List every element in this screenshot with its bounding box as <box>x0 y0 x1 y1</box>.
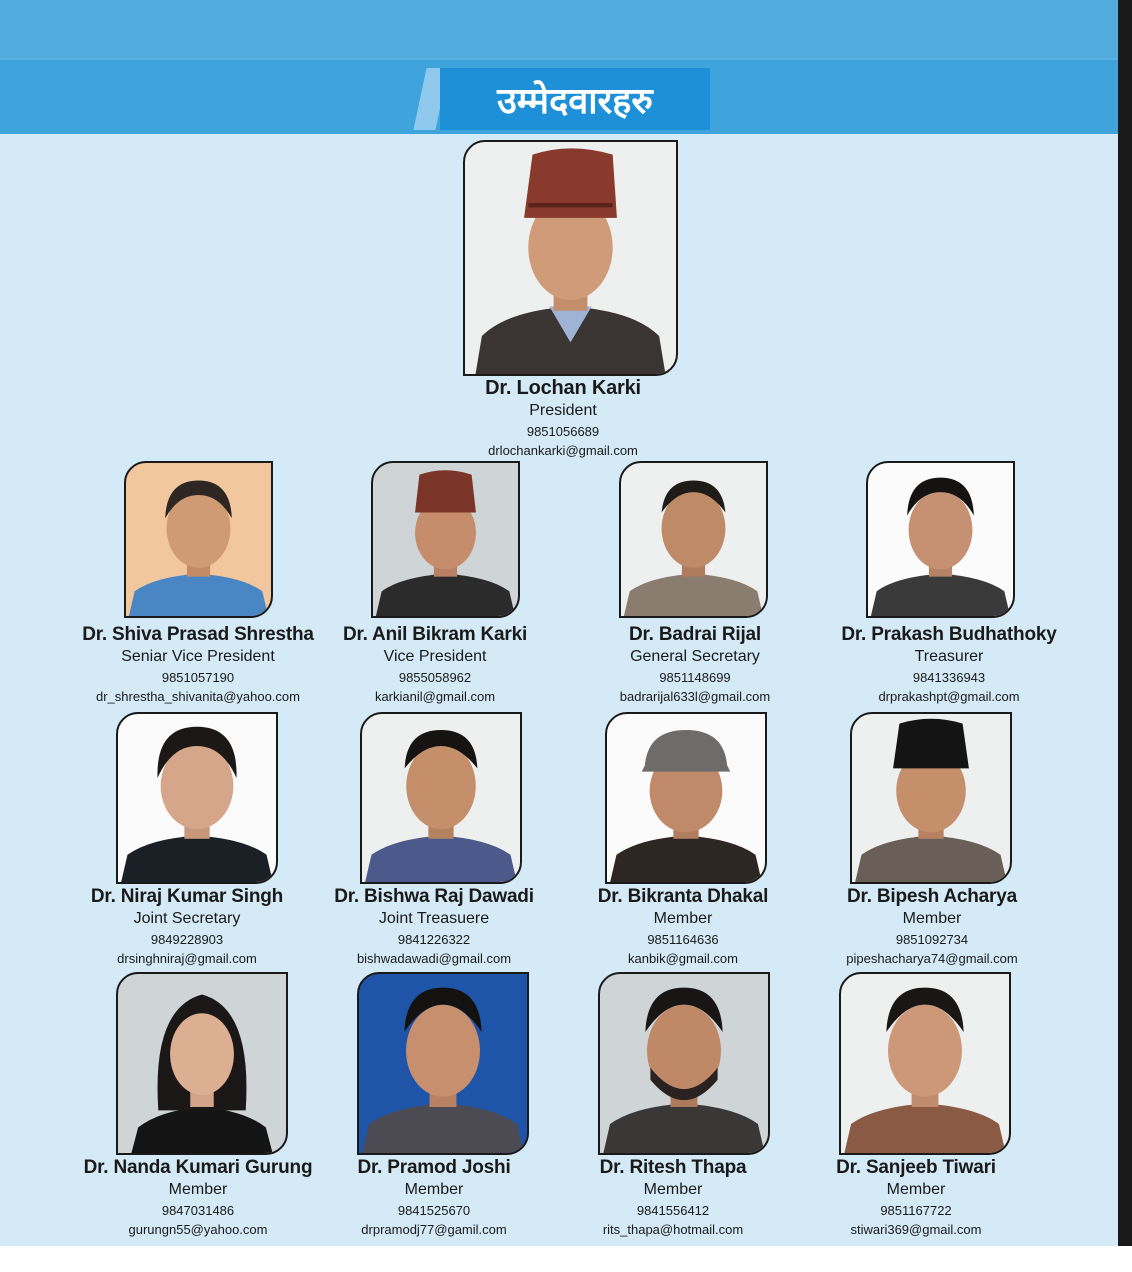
member-role: Vice President <box>383 648 487 665</box>
portrait-icon <box>118 714 276 882</box>
portrait-icon <box>841 974 1009 1153</box>
member-photo <box>605 712 767 884</box>
member-phone: 9851057190 <box>161 670 235 685</box>
member-name: Dr. Bikranta Dhakal <box>597 886 769 907</box>
portrait-icon <box>607 714 765 882</box>
portrait-icon <box>465 142 676 374</box>
member-phone: 9851164636 <box>647 932 719 947</box>
member-info <box>799 624 1099 706</box>
member-phone: 9847031486 <box>161 1203 235 1218</box>
member-info <box>285 624 585 706</box>
member-role: Member <box>168 1181 228 1198</box>
member-photo <box>619 461 768 618</box>
member-phone: 9841556412 <box>636 1203 710 1218</box>
member-email: drsinghniraj@gmail.com <box>117 951 257 966</box>
member-name: Dr. Nanda Kumari Gurung <box>83 1157 313 1178</box>
member-email: pipeshacharya74@gmail.com <box>846 951 1018 966</box>
member-phone: 9851092734 <box>895 932 969 947</box>
member-email: badrarijal633l@gmail.com <box>619 689 771 704</box>
member-role: Member <box>643 1181 703 1198</box>
member-role: Treasurer <box>914 648 984 665</box>
right-edge <box>1118 0 1132 1246</box>
member-email: dr_shrestha_shivanita@yahoo.com <box>96 689 300 704</box>
member-photo <box>116 972 288 1155</box>
member-email: kanbik@gmail.com <box>627 951 738 966</box>
member-email: stiwari369@gmail.com <box>850 1222 982 1237</box>
member-email: gurungn55@yahoo.com <box>128 1222 268 1237</box>
member-email: drlochankarki@gmail.com <box>488 443 638 458</box>
portrait-icon <box>868 463 1013 616</box>
member-photo <box>866 461 1015 618</box>
member-name: Dr. Lochan Karki <box>485 377 641 399</box>
page-title: उम्मेदवारहरु <box>497 80 653 122</box>
member-phone: 9841226322 <box>397 932 471 947</box>
portrait-icon <box>600 974 768 1153</box>
member-email: rits_thapa@hotmail.com <box>602 1222 744 1237</box>
member-name: Dr. Prakash Budhathoky <box>841 624 1057 645</box>
portrait-icon <box>852 714 1010 882</box>
portrait-icon <box>126 463 271 616</box>
member-role: President <box>529 402 597 419</box>
member-email: drprakashpt@gmail.com <box>878 689 1020 704</box>
portrait-icon <box>359 974 527 1153</box>
member-phone: 9841525670 <box>397 1203 471 1218</box>
member-photo <box>598 972 770 1155</box>
member-role: Joint Secretary <box>133 910 241 927</box>
member-phone: 9851148699 <box>659 670 731 685</box>
member-role: General Secretary <box>630 648 760 665</box>
member-role: Joint Treasuere <box>378 910 490 927</box>
member-role: Member <box>653 910 713 927</box>
president-info <box>413 376 713 460</box>
portrait-icon <box>362 714 520 882</box>
member-phone: 9841336943 <box>912 670 986 685</box>
member-name: Dr. Bipesh Acharya <box>847 886 1017 907</box>
member-photo <box>850 712 1012 884</box>
member-name: Dr. Pramod Joshi <box>357 1157 511 1178</box>
top-band <box>0 0 1118 58</box>
member-role: Seniar Vice President <box>121 648 275 665</box>
member-photo <box>357 972 529 1155</box>
member-photo <box>360 712 522 884</box>
member-name: Dr. Niraj Kumar Singh <box>90 886 284 907</box>
member-photo <box>124 461 273 618</box>
member-info <box>766 1157 1066 1239</box>
member-name: Dr. Badrai Rijal <box>629 624 761 645</box>
member-photo <box>839 972 1011 1155</box>
portrait-icon <box>118 974 286 1153</box>
member-phone: 9849228903 <box>150 932 224 947</box>
member-info <box>782 886 1082 968</box>
member-name: Dr. Bishwa Raj Dawadi <box>334 886 534 907</box>
member-role: Member <box>886 1181 946 1198</box>
member-name: Dr. Ritesh Thapa <box>599 1157 747 1178</box>
president-photo <box>463 140 678 376</box>
member-role: Member <box>902 910 962 927</box>
member-photo <box>116 712 278 884</box>
member-phone: 9855058962 <box>398 670 472 685</box>
member-name: Dr. Shiva Prasad Shrestha <box>82 624 314 645</box>
member-email: drpramodj77@gamil.com <box>361 1222 507 1237</box>
member-email: bishwadawadi@gmail.com <box>356 951 512 966</box>
member-phone: 9851167722 <box>880 1203 952 1218</box>
member-email: karkianil@gmail.com <box>374 689 496 704</box>
member-name: Dr. Sanjeeb Tiwari <box>836 1157 996 1178</box>
member-name: Dr. Anil Bikram Karki <box>342 624 528 645</box>
member-photo <box>371 461 520 618</box>
title-box <box>440 68 710 130</box>
member-role: Member <box>404 1181 464 1198</box>
member-phone: 9851056689 <box>526 424 600 439</box>
portrait-icon <box>621 463 766 616</box>
portrait-icon <box>373 463 518 616</box>
